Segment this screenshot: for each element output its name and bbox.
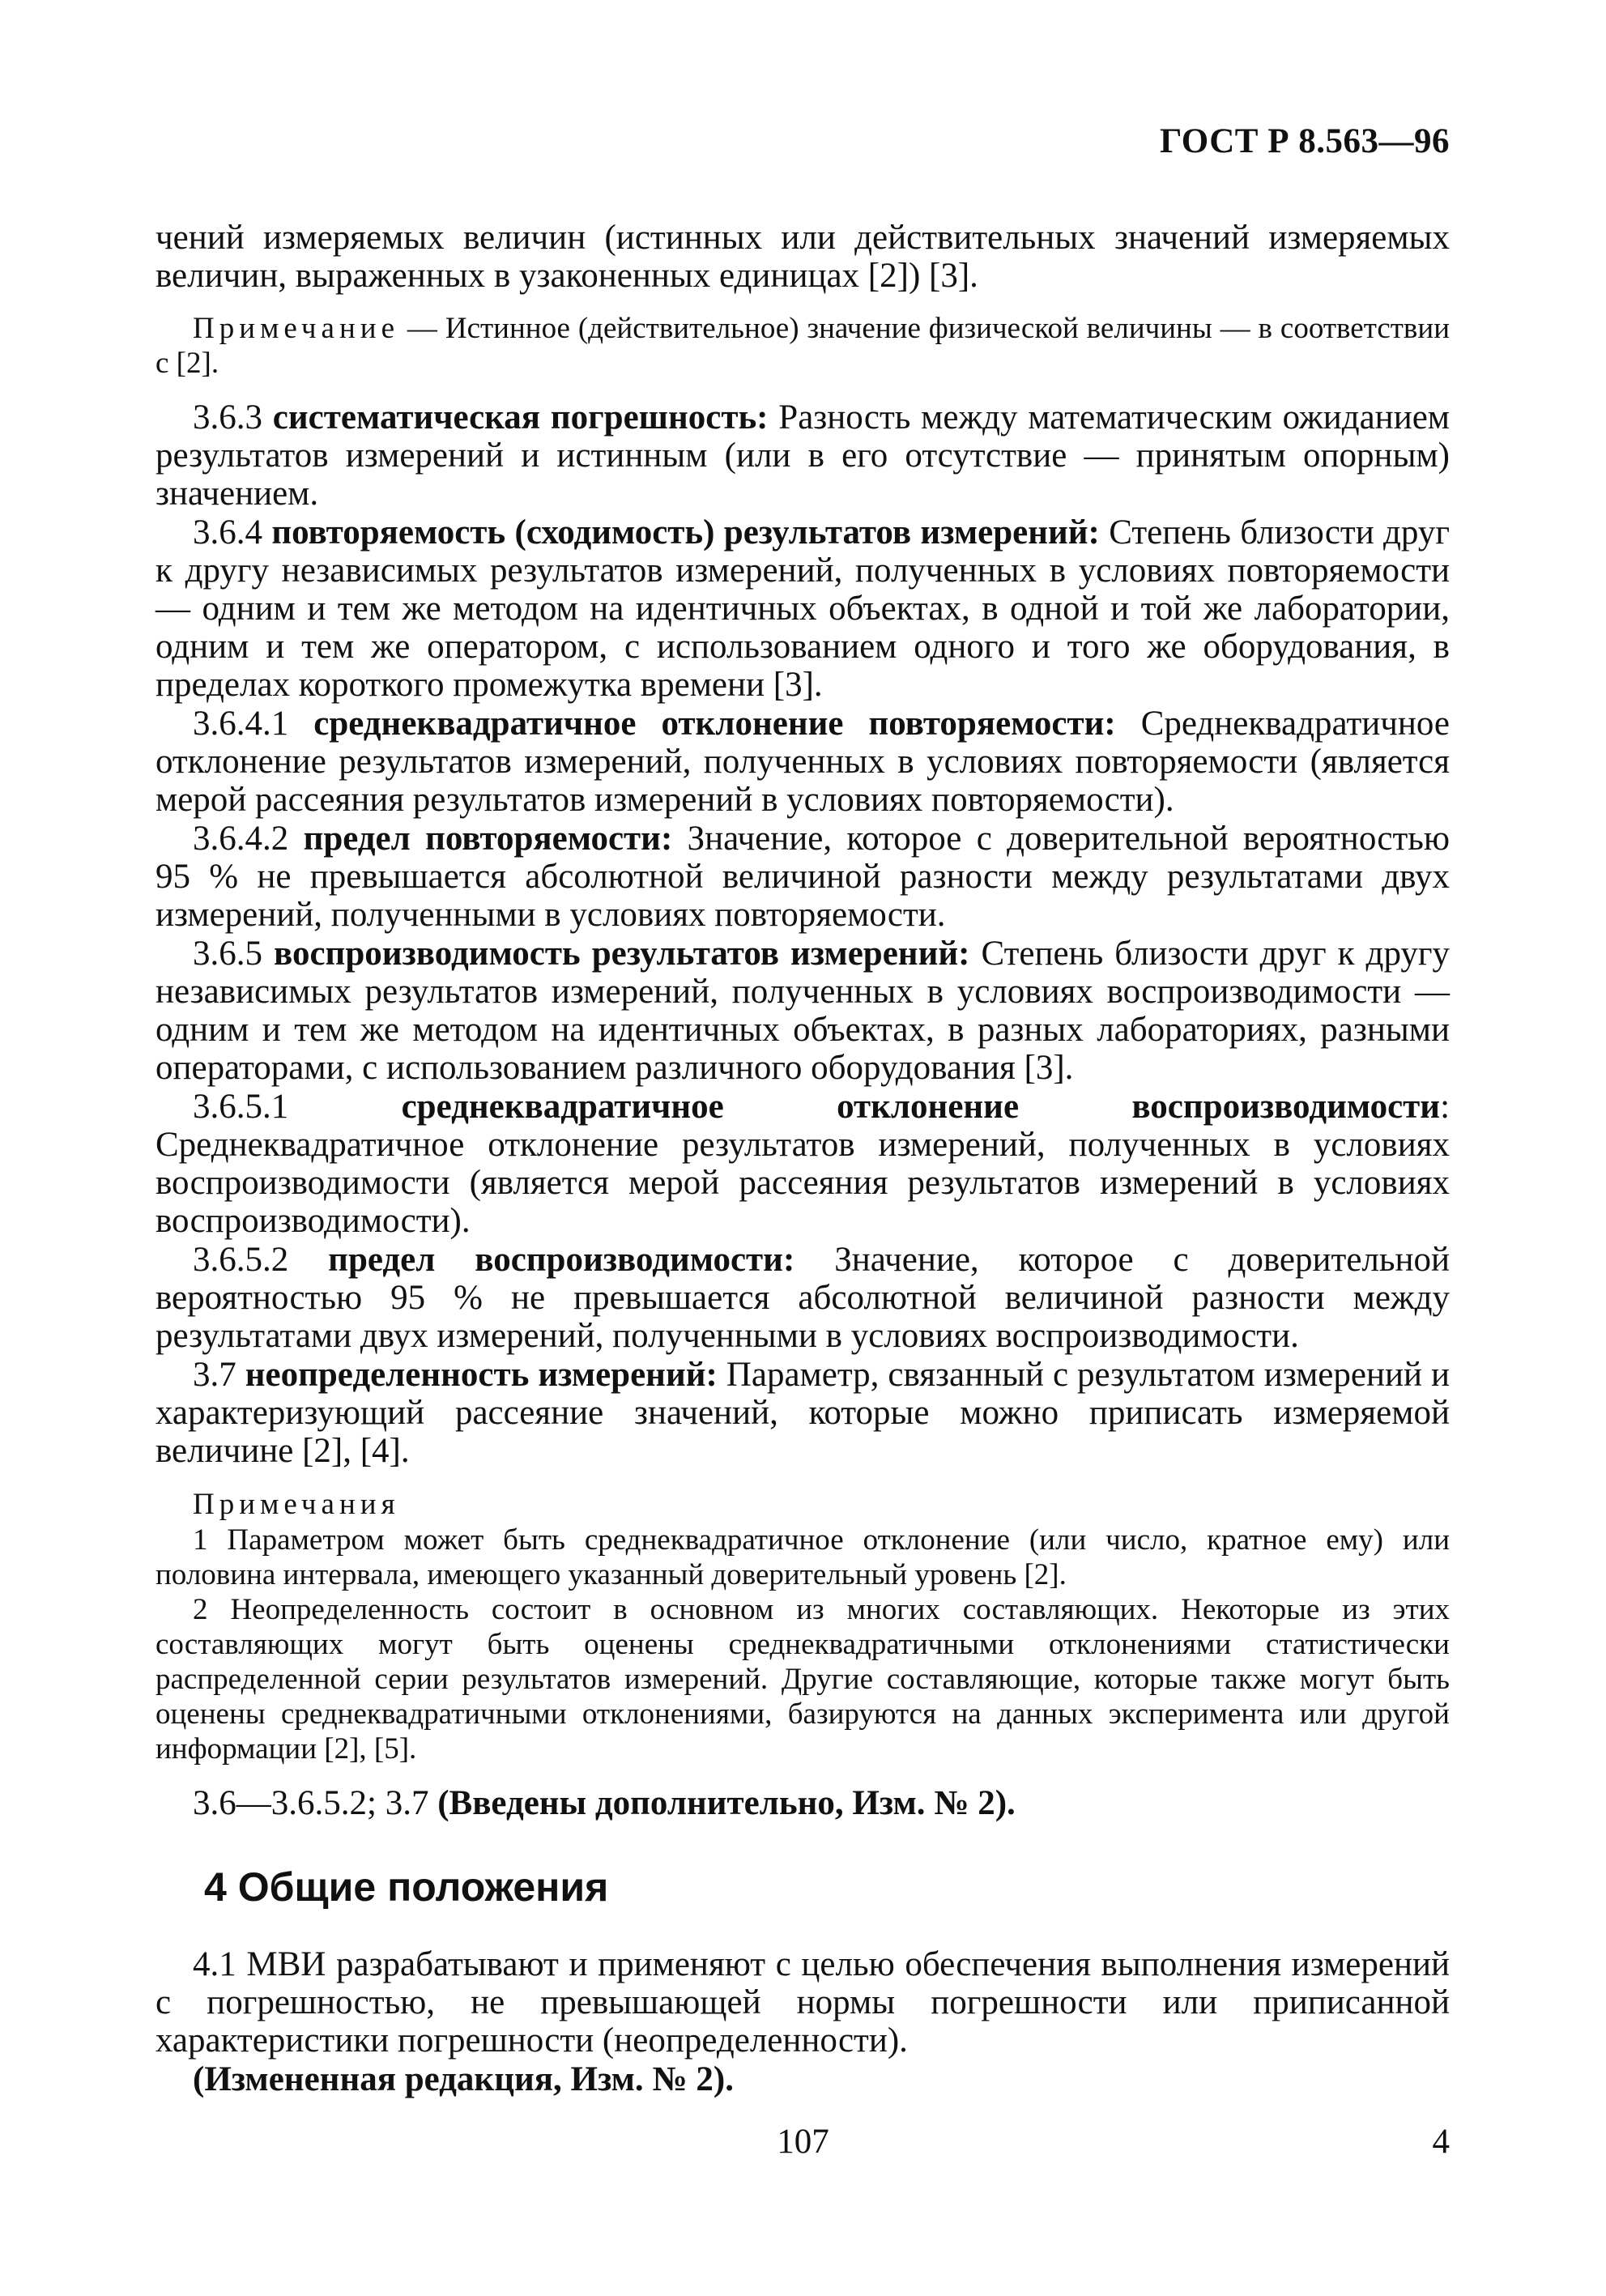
notes-title: Примечания: [193, 1488, 400, 1521]
section-number: 3.6.5.2: [193, 1241, 289, 1279]
definition-3-7: [155, 1356, 1450, 1470]
section-heading-4: 4 Общие положения: [204, 1864, 609, 1910]
definition-text: : Среднеквадратичное отклонение результатов измерений, полученных в условиях воспроизводимости (является мерой рассеяния результатов измерений в условиях воспроизводимости).: [155, 1088, 1451, 1240]
definition-3-6-4-2: [155, 820, 1450, 934]
term: среднеквадратичное отклонение воспроизводимости: [401, 1088, 1441, 1126]
definition-3-6-3: [155, 398, 1450, 513]
definition-text: Разность между математическим ожиданием результатов измерений и истинным (или в его отсутствие — принятым опорным) значением.: [155, 398, 1450, 513]
note-label: Примечание: [193, 312, 399, 345]
definition-3-6-5-1: [155, 1088, 1450, 1240]
section-number: 3.7: [193, 1356, 236, 1394]
amendment-prefix: 3.6—3.6.5.2; 3.7: [193, 1784, 438, 1822]
intro-paragraph: чений измеряемых величин (истинных или действительных значений измеряемых величин, выраженных в узаконенных единицах [2]) [3].: [155, 219, 1450, 295]
note-text: — Истинное (действительное) значение физической величины — в соответствии с [2].: [155, 312, 1450, 380]
definition-text: Степень близости друг к другу независимых результатов измерений, полученных в условиях повторяемости — одним и тем же методом на идентичных объектах, в одной и той же лаборатории, одним и тем же оператором, с использованием одного и того же оборудования, в пределах короткого промежутка времени [3].: [155, 513, 1450, 704]
note-item-1: 1 Параметром может быть среднеквадратичное отклонение (или число, кратное ему) или половина интервала, имеющего указанный доверительный уровень [2].: [155, 1523, 1450, 1591]
term: повторяемость (сходимость) результатов измерений:: [271, 513, 1100, 552]
definition-3-6-4-1: [155, 705, 1450, 819]
document-id-header: ГОСТ Р 8.563—96: [1159, 122, 1450, 160]
amendment-bold: (Измененная редакция, Изм. № 2).: [193, 2060, 734, 2098]
term: предел повторяемости:: [303, 820, 673, 858]
term: систематическая погрешность:: [272, 398, 769, 437]
term: предел воспроизводимости:: [328, 1241, 795, 1279]
section-number: 3.6.4: [193, 513, 262, 552]
section-number: 3.6.3: [193, 398, 262, 437]
page-content: [155, 219, 1450, 2099]
amendment-4-1: [155, 2060, 1450, 2098]
section-number: 3.6.5.1: [193, 1088, 289, 1126]
definition-text: Среднеквадратичное отклонение результатов измерений, полученных в условиях повторяемости (является мерой рассеяния результатов измерений в условиях повторяемости).: [155, 705, 1451, 819]
amendment-bold: (Введены дополнительно, Изм. № 2).: [437, 1784, 1016, 1822]
term: неопределенность измерений:: [245, 1356, 718, 1394]
definition-3-6-4: [155, 513, 1450, 704]
paragraph-4-1: 4.1 МВИ разрабатывают и применяют с целью обеспечения выполнения измерений с погрешностью, не превышающей нормы погрешности или приписанной характеристики погрешности (неопределенности).: [155, 1945, 1450, 2060]
definition-text: Параметр, связанный с результатом измерений и характеризующий рассеяние значений, которые можно приписать измеряемой величине [2], [4].: [155, 1356, 1450, 1470]
section-number: 3.6.4.2: [193, 820, 289, 858]
section-number: 3.6.5: [193, 935, 262, 973]
definition-text: Значение, которое с доверительной вероятностью 95 % не превышается абсолютной величиной разности между результатами двух измерений, полученными в условиях повторяемости.: [155, 820, 1451, 934]
term: воспроизводимость результатов измерений:: [274, 935, 970, 973]
term: среднеквадратичное отклонение повторяемости:: [313, 705, 1116, 743]
definition-3-6-5: [155, 935, 1450, 1087]
section-number: 3.6.4.1: [193, 705, 289, 743]
page-number-center: 107: [777, 2123, 829, 2161]
definition-text: Степень близости друг к другу независимых результатов измерений, полученных в условиях воспроизводимости — одним и тем же методом на идентичных объектах, в разных лабораториях, разными операторами, с использованием различного оборудования [3].: [155, 935, 1451, 1087]
amendment-note: [155, 1784, 1450, 1822]
note-item-2: 2 Неопределенность состоит в основном из многих составляющих. Некоторые из этих составляющих могут быть оценены среднеквадратичными отклонениями статистически распределенной серии результатов измерений. Другие составляющие, которые также могут быть оценены среднеквадратичными отклонениями, базируются на данных эксперимента или другой информации [2], [5].: [155, 1593, 1450, 1766]
definition-text: Значение, которое с доверительной вероятностью 95 % не превышается абсолютной величиной разности между результатами двух измерений, полученными в условиях воспроизводимости.: [155, 1241, 1450, 1355]
definition-3-6-5-2: [155, 1241, 1450, 1355]
page-number-right: 4: [1432, 2123, 1450, 2161]
note-paragraph: [155, 311, 1450, 381]
